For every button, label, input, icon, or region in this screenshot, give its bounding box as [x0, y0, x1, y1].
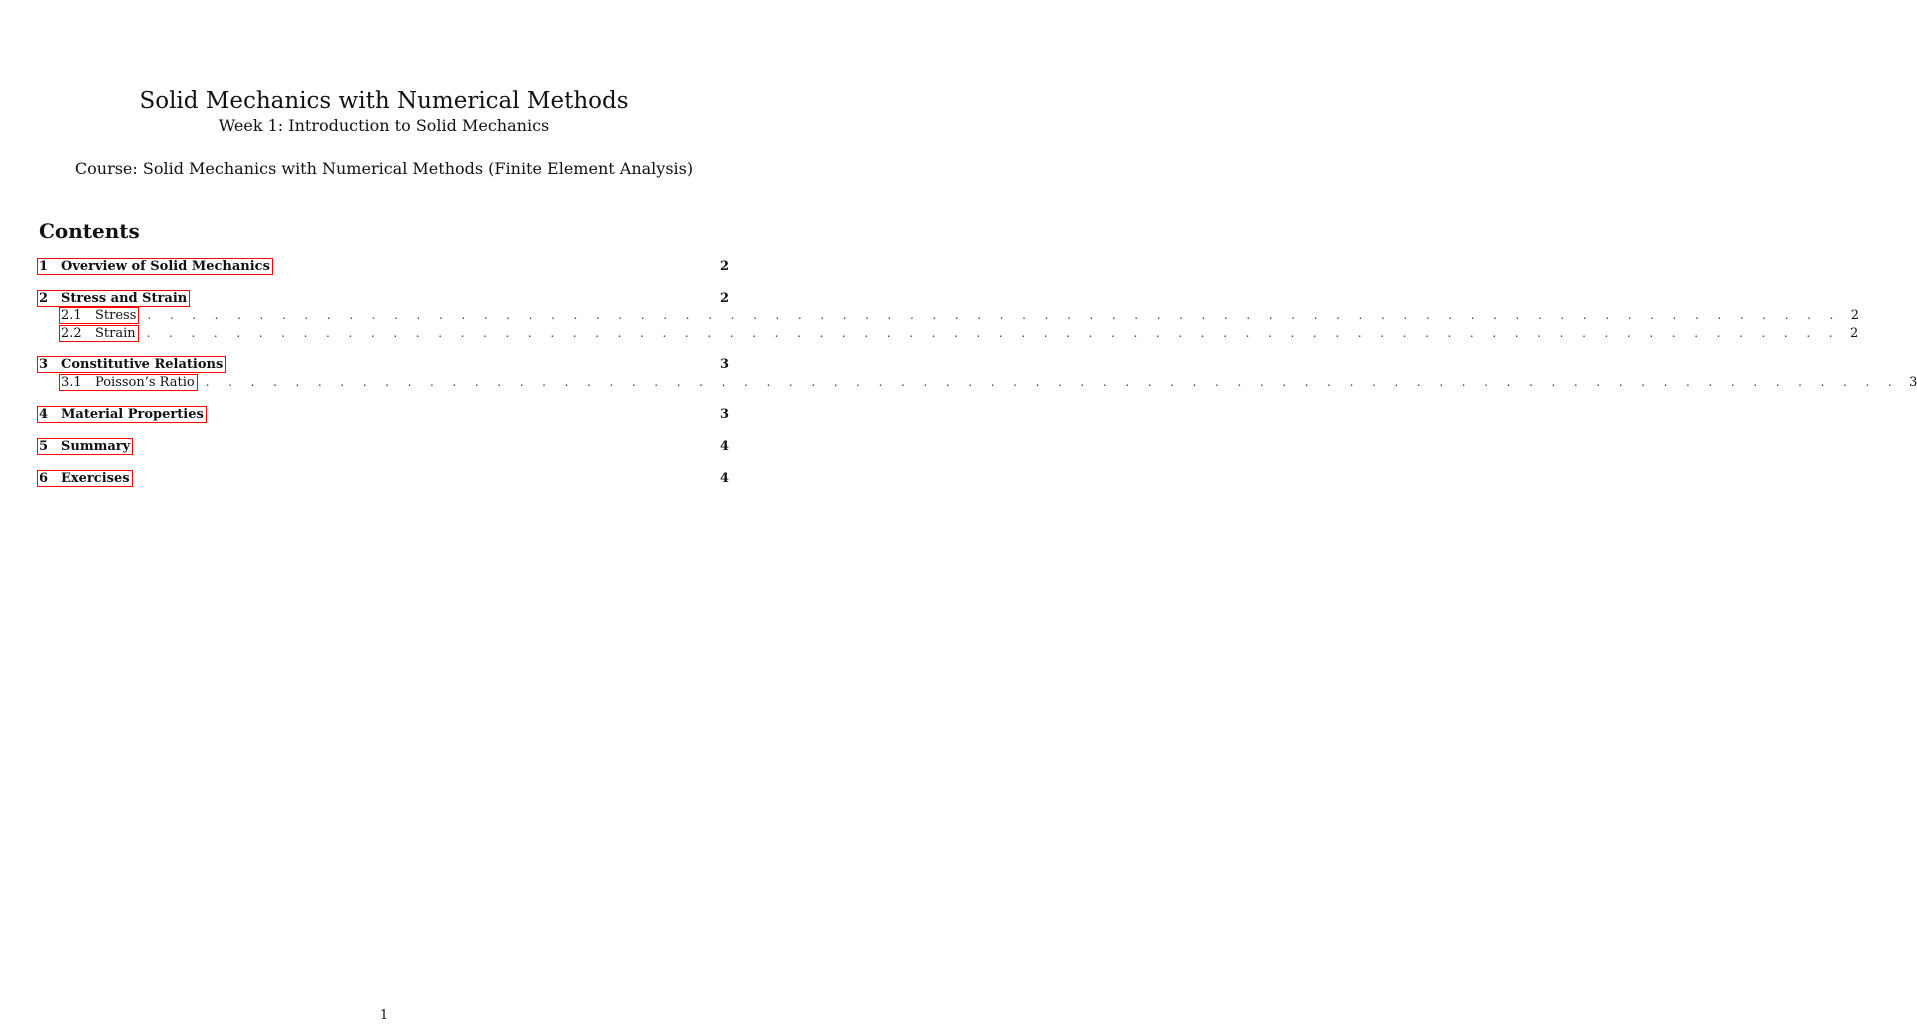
- toc-link-constitutive-relations[interactable]: [37, 356, 226, 373]
- toc-page-number: 2: [719, 290, 729, 306]
- toc-entry-3-1: [59, 373, 1917, 391]
- toc-page-number: 3: [719, 406, 729, 422]
- toc-page-number: 2: [719, 258, 729, 274]
- toc-number: 1: [39, 258, 49, 274]
- toc-page-number: 3: [1909, 374, 1917, 390]
- toc-entry-1: [37, 257, 729, 275]
- toc-link-strain[interactable]: [59, 325, 139, 342]
- toc-link-stress[interactable]: [59, 307, 139, 324]
- toc-page-number: 4: [719, 438, 729, 454]
- toc-entry-4: [37, 405, 729, 423]
- toc-dot-leader: . . . . . . . . . . . . . . . . . . . . . . . . . . . . . . . . . . . . . . . . . . . . . . . . . . . . . . . . . . . . . . . . . . . . . . . . . . . .: [147, 307, 1841, 322]
- toc-title: Exercises: [61, 470, 130, 486]
- toc-page-number: 3: [719, 356, 729, 372]
- toc-title: Overview of Solid Mechanics: [61, 258, 270, 274]
- toc-link-stress-and-strain[interactable]: [37, 290, 190, 307]
- toc-dot-leader: . . . . . . . . . . . . . . . . . . . . . . . . . . . . . . . . . . . . . . . . . . . . . . . . . . . . . . . . . . . . . . . . . . . . . . . . . . . .: [146, 325, 1841, 340]
- document-title: Solid Mechanics with Numerical Methods: [139, 88, 629, 114]
- toc-number: 3.1: [61, 374, 82, 390]
- toc-entry-2: [37, 289, 729, 307]
- toc-title: Poisson’s Ratio: [95, 374, 195, 390]
- toc-dot-leader: . . . . . . . . . . . . . . . . . . . . . . . . . . . . . . . . . . . . . . . . . . . . . . . . . . . . . . . . . . . . . . . . . . . . . . . . . . . .: [205, 374, 1900, 389]
- contents-heading: Contents: [39, 219, 140, 243]
- toc-link-poissons-ratio[interactable]: [59, 374, 198, 391]
- toc-link-material-properties[interactable]: [37, 406, 207, 423]
- toc-title: Constitutive Relations: [61, 356, 224, 372]
- course-line: Course: Solid Mechanics with Numerical Methods (Finite Element Analysis): [74, 159, 694, 178]
- toc-number: 2: [39, 290, 49, 306]
- toc-link-summary[interactable]: [37, 438, 133, 455]
- toc-number: 2.1: [61, 307, 82, 323]
- document-subtitle: Week 1: Introduction to Solid Mechanics: [218, 116, 550, 135]
- toc-number: 6: [39, 470, 49, 486]
- toc-link-exercises[interactable]: [37, 470, 133, 487]
- toc-title: Strain: [95, 325, 136, 341]
- toc-entry-2-2: [59, 324, 1859, 342]
- toc-page-number: 2: [1850, 307, 1860, 323]
- page-number: 1: [379, 1008, 389, 1023]
- toc-page-number: 4: [719, 470, 729, 486]
- toc-title: Stress and Strain: [61, 290, 188, 306]
- toc-number: 3: [39, 356, 49, 372]
- toc-page-number: 2: [1850, 325, 1859, 341]
- toc-entry-3: [37, 355, 729, 373]
- toc-entry-5: [37, 437, 729, 455]
- toc-entry-6: [37, 469, 729, 487]
- toc-entry-2-1: [59, 306, 1860, 324]
- toc-title: Material Properties: [61, 406, 204, 422]
- toc-number: 2.2: [61, 325, 82, 341]
- toc-number: 4: [39, 406, 49, 422]
- toc-link-overview[interactable]: [37, 258, 273, 275]
- toc-title: Summary: [61, 438, 131, 454]
- toc-number: 5: [39, 438, 49, 454]
- toc-title: Stress: [95, 307, 137, 323]
